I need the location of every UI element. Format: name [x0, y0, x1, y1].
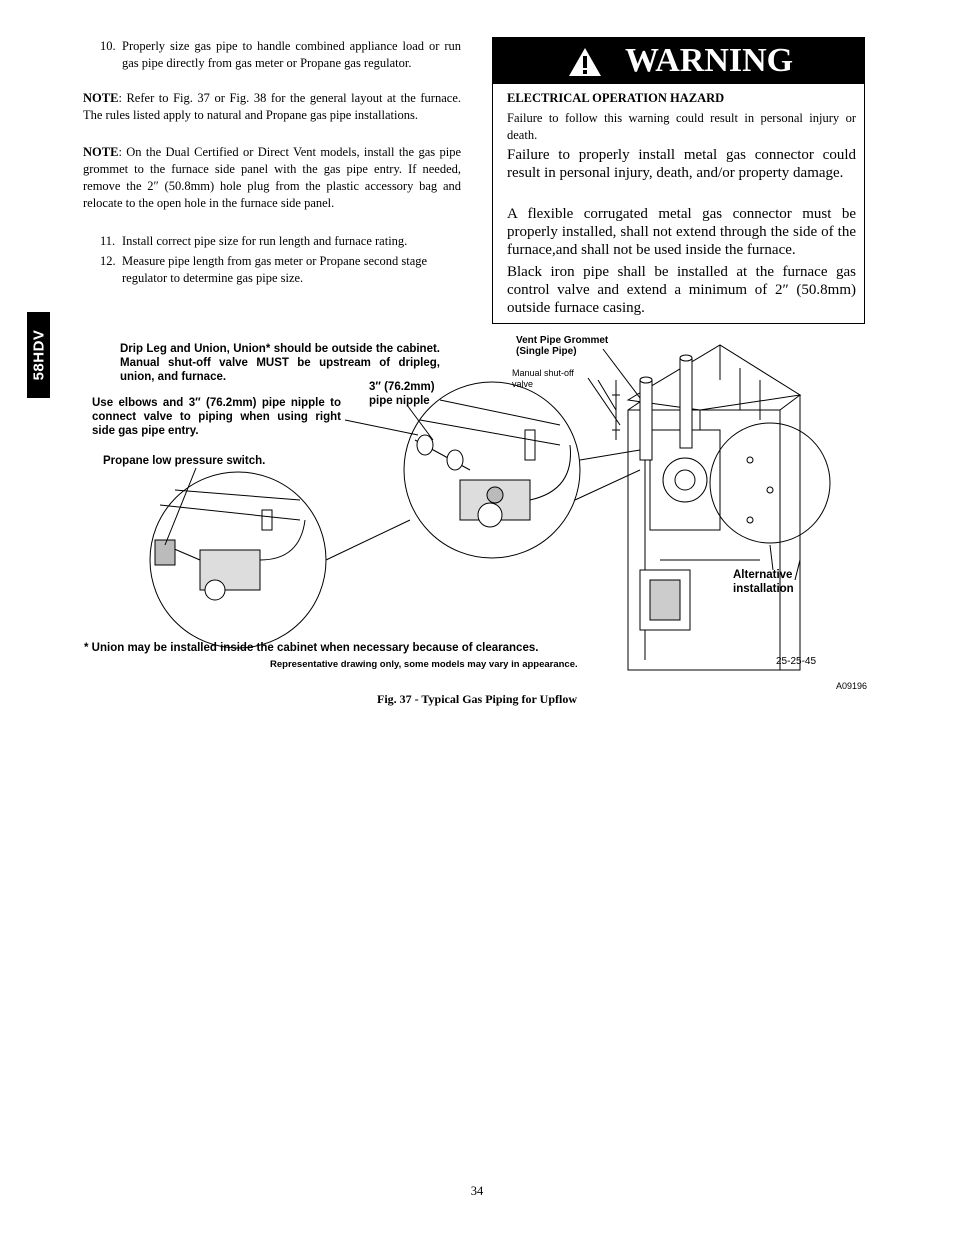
vent-grommet-label: Vent Pipe Grommet (Single Pipe): [516, 335, 609, 357]
note-label: NOTE: [83, 145, 119, 159]
furnace-cabinet: [628, 345, 800, 670]
side-tab-label: 58HDV: [30, 329, 47, 381]
union-note: * Union may be installed inside the cabinet when necessary because of clearances.: [84, 642, 539, 654]
note-label: NOTE: [83, 91, 119, 105]
warning-title: WARNING: [625, 42, 794, 79]
valve-detail-circle: [404, 382, 580, 558]
warning-paragraph-2: A flexible corrugated metal gas connector must be properly installed, shall not extend through the side of the furnace,and shall not be used inside the furnace.: [507, 206, 856, 258]
pipe-nipple-label: 3″ (76.2mm) pipe nipple: [369, 381, 435, 407]
alternative-installation-label: Alternative installation: [733, 569, 794, 595]
drip-leg-label: Drip Leg and Union, Union* should be outside the cabinet. Manual shut-off valve MUST be upstream of dripleg, union, and furnace.: [120, 343, 440, 383]
elbows-label: Use elbows and 3″ (76.2mm) pipe nipple to connect valve to piping when using right side gas pipe entry.: [92, 397, 341, 437]
propane-switch-label: Propane low pressure switch.: [103, 455, 266, 467]
figure-reference-number: 25-25-45: [776, 656, 817, 667]
warning-summary: Failure to follow this warning could result in personal injury or death.: [507, 111, 856, 142]
list-number: 10.: [100, 39, 116, 53]
list-text: Properly size gas pipe to handle combined appliance load or run gas pipe directly from gas meter or Propane gas regulator.: [122, 39, 461, 70]
representative-note: Representative drawing only, some models may vary in appearance.: [270, 659, 578, 670]
list-text: Install correct pipe size for run length and furnace rating.: [122, 234, 408, 248]
note-text: : Refer to Fig. 37 or Fig. 38 for the general layout at the furnace. The rules listed apply to natural and Propane gas pipe installations.: [83, 91, 461, 122]
manual-shutoff-label: Manual shut-off valve: [512, 368, 574, 389]
page-number: 34: [470, 1184, 484, 1198]
figure-id: A09196: [836, 681, 868, 691]
list-text: Measure pipe length from gas meter or Propane second stage regulator to determine gas pipe size.: [122, 254, 428, 285]
hazard-heading: ELECTRICAL OPERATION HAZARD: [507, 91, 725, 105]
list-number: 11.: [100, 234, 116, 248]
list-number: 12.: [100, 254, 116, 268]
warning-paragraph-3: Black iron pipe shall be installed at the furnace gas control valve and extend a minimum of 2″ (50.8mm) outside furnace casing.: [507, 264, 856, 316]
warning-paragraph-1: Failure to properly install metal gas connector could result in personal injury, death, and/or property damage.: [507, 147, 856, 181]
figure-caption: Fig. 37 - Typical Gas Piping for Upflow: [376, 692, 577, 706]
note-text: : On the Dual Certified or Direct Vent models, install the gas pipe grommet to the furnace side panel with the gas pipe entry. If needed, remove the 2″ (50.8mm) hole plug from the plastic accessory bag and relocate to the open hole in the furnace side panel.: [83, 145, 461, 210]
